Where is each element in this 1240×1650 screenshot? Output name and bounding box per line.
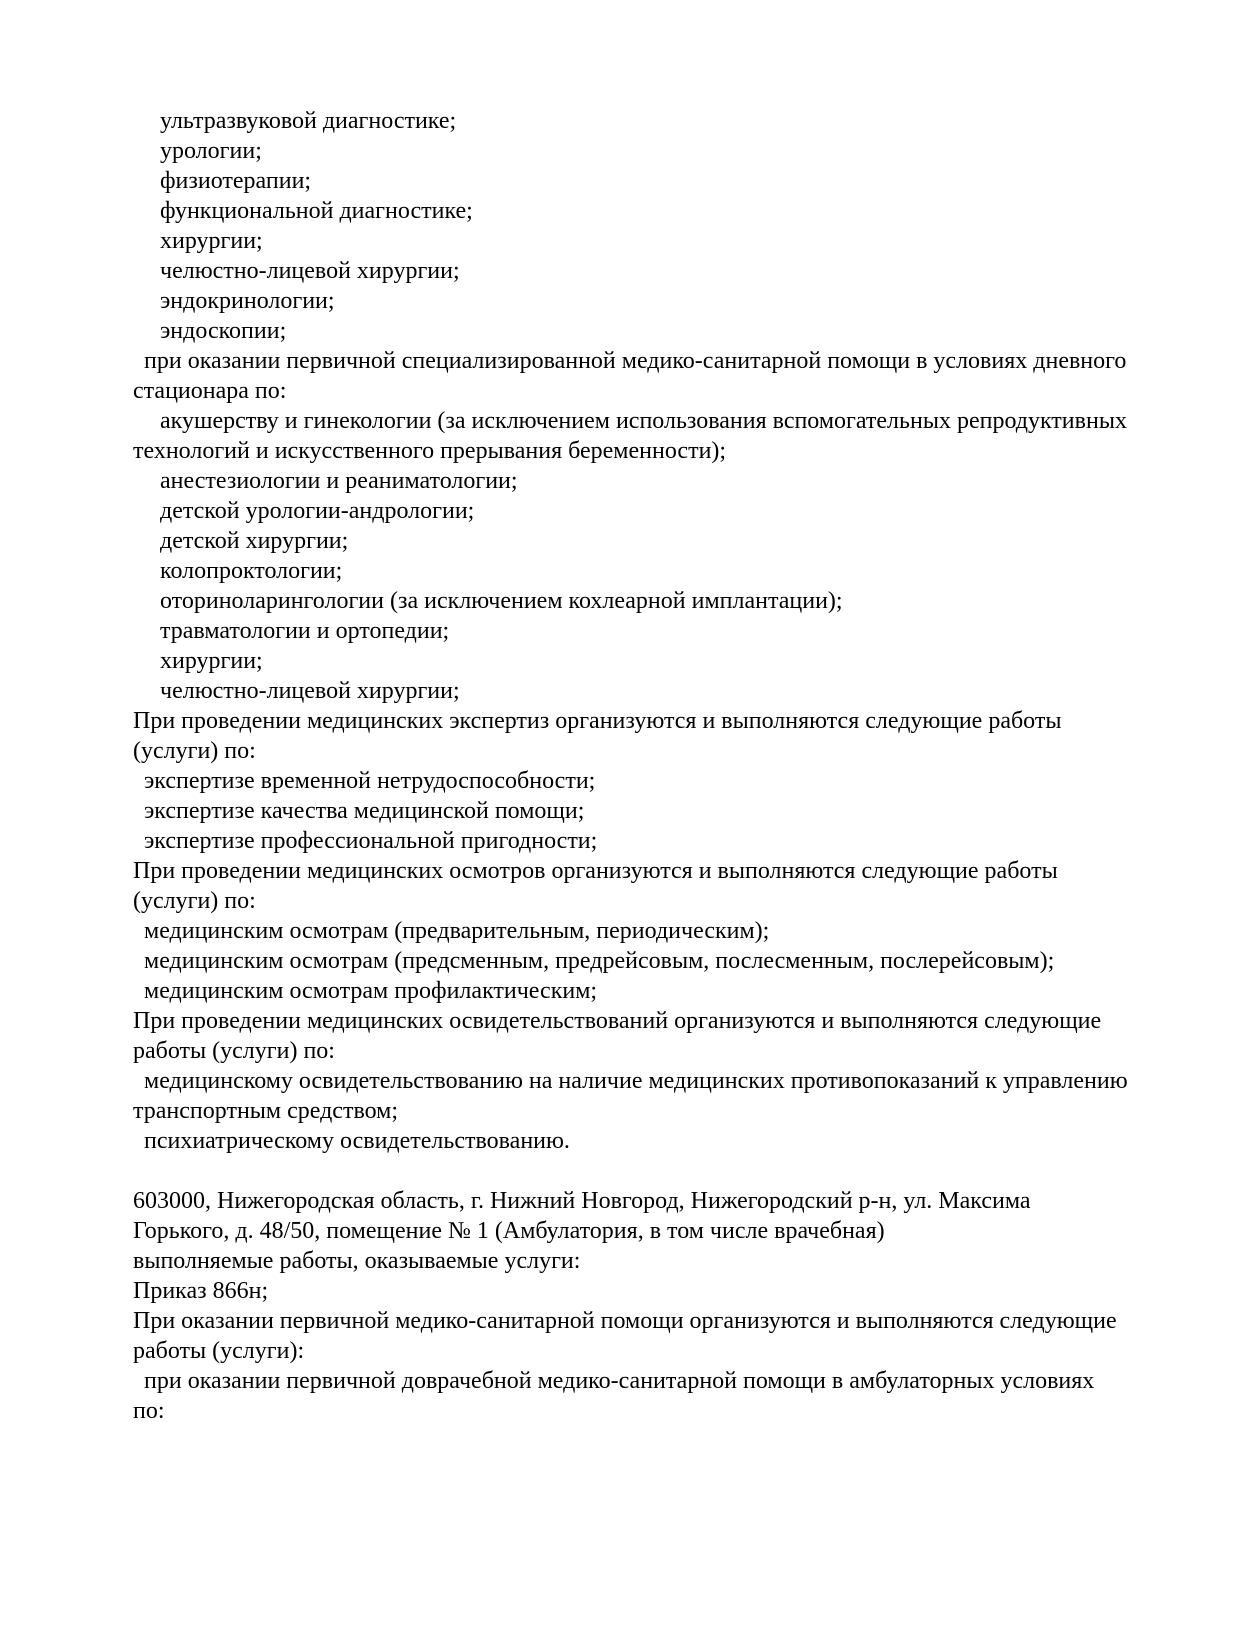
text-line: детской хирургии;: [160, 528, 349, 554]
text-line: медицинским осмотрам профилактическим;: [144, 978, 598, 1004]
text-line: урологии;: [160, 138, 262, 164]
text-line: При оказании первичной медико-санитарной помощи организуются и выполняются следующие: [133, 1308, 1117, 1334]
text-line: челюстно-лицевой хирургии;: [160, 678, 460, 704]
text-line: технологий и искусственного прерывания беременности);: [133, 438, 727, 464]
text-line: хирургии;: [160, 648, 263, 674]
text-line: (услуги) по:: [133, 888, 256, 914]
text-line: транспортным средством;: [133, 1098, 399, 1124]
text-line: по:: [133, 1398, 165, 1424]
text-line: хирургии;: [160, 228, 263, 254]
text-line: При проведении медицинских освидетельствований организуются и выполняются следующие: [133, 1008, 1102, 1034]
text-line: (услуги) по:: [133, 738, 256, 764]
text-line: экспертизе профессиональной пригодности;: [144, 828, 598, 854]
text-line: медицинским осмотрам (предсменным, предрейсовым, послесменным, послерейсовым);: [144, 948, 1055, 974]
text-line: экспертизе качества медицинской помощи;: [144, 798, 585, 824]
text-line: челюстно-лицевой хирургии;: [160, 258, 460, 284]
text-line: медицинским осмотрам (предварительным, периодическим);: [144, 918, 770, 944]
text-line: стационара по:: [133, 378, 287, 404]
text-line: 603000, Нижегородская область, г. Нижний Новгород, Нижегородский р-н, ул. Максима: [133, 1188, 1031, 1214]
text-line: при оказании первичной специализированной медико-санитарной помощи в условиях дневного: [144, 348, 1127, 374]
text-line: детской урологии-андрологии;: [160, 498, 475, 524]
text-line: травматологии и ортопедии;: [160, 618, 450, 644]
text-line: эндоскопии;: [160, 318, 287, 344]
text-line: эндокринологии;: [160, 288, 335, 314]
text-line: Горького, д. 48/50, помещение № 1 (Амбулатория, в том числе врачебная): [133, 1218, 885, 1244]
text-line: медицинскому освидетельствованию на наличие медицинских противопоказаний к управлению: [144, 1068, 1128, 1094]
text-line: работы (услуги):: [133, 1338, 305, 1364]
text-line: экспертизе временной нетрудоспособности;: [144, 768, 596, 794]
text-line: При проведении медицинских осмотров организуются и выполняются следующие работы: [133, 858, 1058, 884]
text-line: акушерству и гинекологии (за исключением использования вспомогательных репродуктивных: [160, 408, 1127, 434]
text-line: ультразвуковой диагностике;: [160, 108, 457, 134]
blank-line: [133, 1156, 1130, 1186]
text-line: работы (услуги) по:: [133, 1038, 335, 1064]
text-line: колопроктологии;: [160, 558, 343, 584]
text-line: выполняемые работы, оказываемые услуги:: [133, 1248, 581, 1274]
document-text-block: [133, 106, 1130, 1426]
text-line: При проведении медицинских экспертиз организуются и выполняются следующие работы: [133, 708, 1062, 734]
text-line: функциональной диагностике;: [160, 198, 473, 224]
text-line: Приказ 866н;: [133, 1278, 269, 1304]
text-line: оториноларингологии (за исключением кохлеарной имплантации);: [160, 588, 843, 614]
text-line: психиатрическому освидетельствованию.: [144, 1128, 570, 1154]
text-line: анестезиологии и реаниматологии;: [160, 468, 518, 494]
text-line: физиотерапии;: [160, 168, 312, 194]
text-line: при оказании первичной доврачебной медико-санитарной помощи в амбулаторных условиях: [144, 1368, 1095, 1394]
